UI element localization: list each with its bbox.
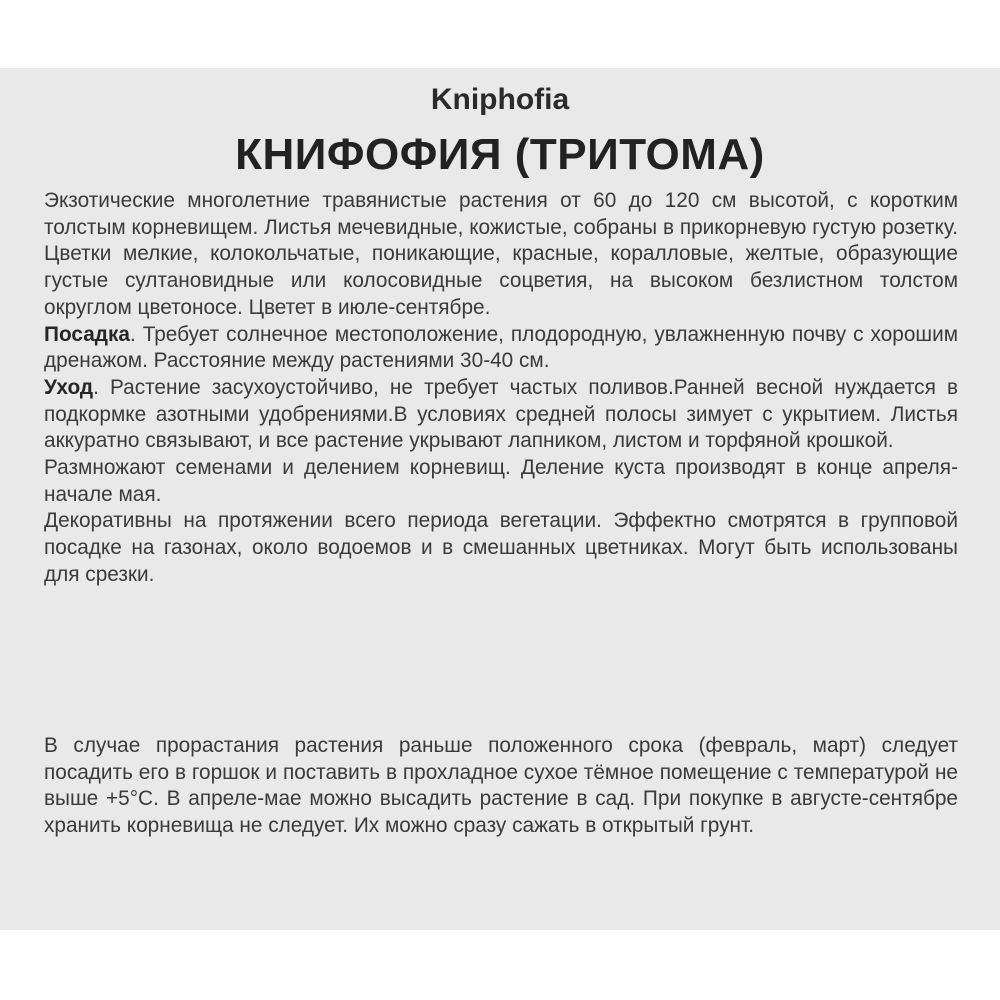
care-label: Уход — [44, 375, 94, 399]
page-title: КНИФОФИЯ (ТРИТОМА) — [235, 130, 765, 179]
planting-text: . Требует солнечное местоположение, плодородную, увлажненную почву с хорошим дренажом. Расстояние между растениями 30-40 см. — [44, 322, 958, 373]
planting-paragraph — [44, 322, 958, 375]
latin-name: Kniphofia — [430, 83, 570, 116]
note-text — [44, 733, 958, 840]
propagation-paragraph: Размножают семенами и делением корневищ. Деление куста производят в конце апреля-начале мая. — [44, 456, 958, 506]
care-paragraph — [44, 375, 958, 455]
note-paragraph: В случае прорастания растения раньше положенного срока (февраль, март) следует посадить его в горшок и поставить в прохладное сухое тёмное помещение с температурой не выше +5°С. В апреле-мае можно высадить растение в сад. При покупке в августе-сентябре хранить корневища не следует. Их можно сразу сажать в открытый грунт. — [44, 734, 958, 838]
care-text: . Растение засухоустойчиво, не требует частых поливов.Ранней весной нуждается в подкормке азотными удобрениями.В условиях средней полосы зимует с укрытием. Листья аккуратно связывают, и все растение укрывают лапником, листом и торфяной крошкой. — [44, 375, 958, 453]
description-paragraph: Экзотические многолетние травянистые растения от 60 до 120 см высотой, с коротким толстым корневищем. Листья мечевидные, кожистые, собраны в прикорневую густую розетку. Цветки мелкие, колокольчатые, поникающие, красные, коралловые, желтые, образующие густые султановидные или колосовидные соцветия, на высоком безлистном толстом округлом цветоносе. Цветет в июле-сентябре. — [44, 189, 958, 319]
decorative-paragraph: Декоративны на протяжении всего периода вегетации. Эффектно смотрятся в групповой посадке на газонах, около водоемов и в смешанных цветниках. Могут быть использованы для срезки. — [44, 509, 958, 586]
planting-label: Посадка — [44, 322, 130, 346]
main-text — [44, 188, 958, 589]
